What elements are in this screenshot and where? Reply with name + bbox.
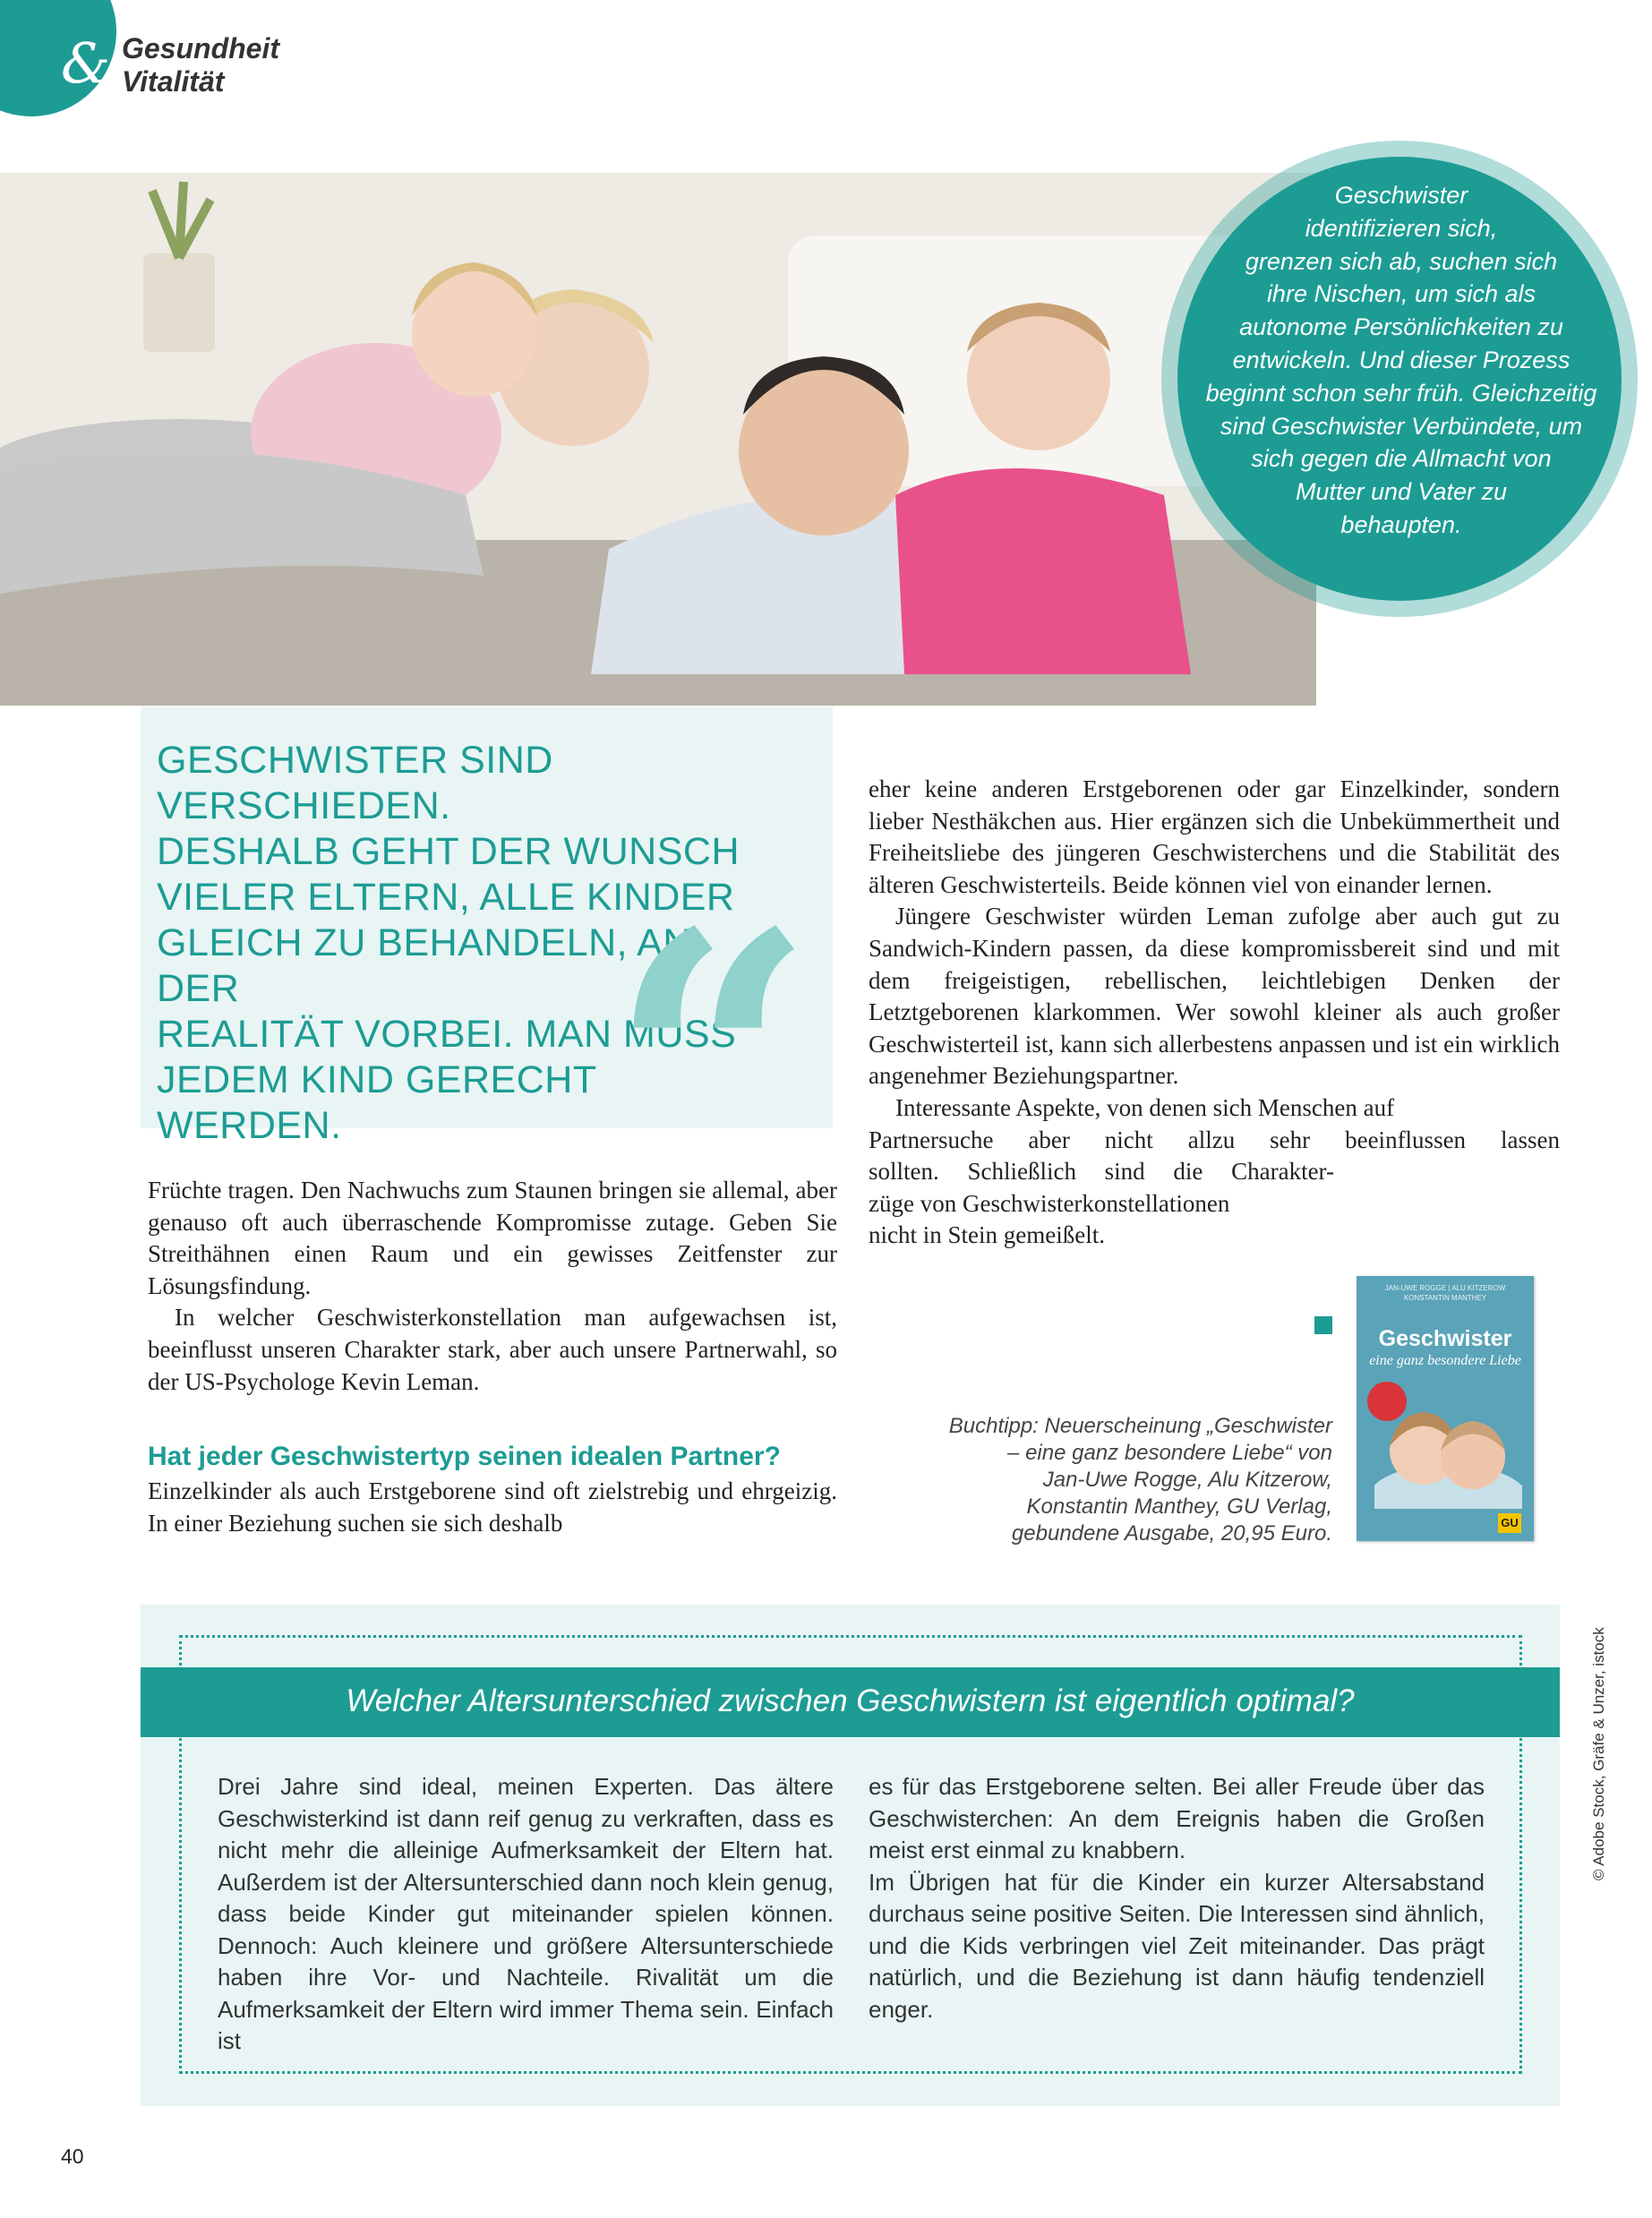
ampersand-logo: & <box>61 30 111 96</box>
quote-line: behaupten. <box>1340 510 1462 538</box>
book-children-illustration <box>1374 1401 1522 1509</box>
family-photo-illustration <box>0 173 1316 706</box>
caption-line: gebundene Ausgabe, 20,95 Euro. <box>1011 1521 1332 1546</box>
paragraph: Im Übrigen hat für die Kinder ein kurzer Altersabstand durchaus seine positive Seiten. Die Interessen sind ähnlich, und die Kids verbringen viel Zeit miteinander. Das prägt natürlich, und die Beziehung ist dann häufig tendenziell enger. <box>869 1868 1485 2023</box>
family-photo <box>0 173 1316 706</box>
quote-line: sich gegen die Allmacht von <box>1251 445 1552 473</box>
paragraph: eher keine anderen Erstgeborenen oder gar Einzelkinder, sondern lieber Nesthäkchen aus. Hier ergänzen sich die Unbekümmertheit und Freiheitsliebe des jüngeren Geschwisterchens und die Stabilität des älteren Geschwisterteils. Beide können viel von einander lernen. <box>869 775 1560 898</box>
page-number: 40 <box>61 2145 84 2168</box>
paragraph: Drei Jahre sind ideal, meinen Experten. Das ältere Geschwisterkind ist dann reif genug zu verkraften, dass es nicht mehr die alleinige Aufmerksamkeit der Eltern hat. Außerdem ist der Altersunterschied dann noch klein genug, dass beide Kinder gut miteinander spielen können. Dennoch: Auch kleinere und größere Altersunterschiede haben ihre Vor- und Nachteile. Rivalität um die Aufmerksamkeit der Eltern wird immer Thema sein. Einfach ist <box>218 1773 834 2054</box>
book-title: Geschwister <box>1378 1326 1512 1351</box>
left-column <box>148 1175 837 1398</box>
caption-line: Jan-Uwe Rogge, Alu Kitzerow, <box>1042 1468 1332 1492</box>
info-box-column-2 <box>869 1771 1485 2025</box>
section-title-line1: Gesundheit <box>122 32 280 64</box>
quote-circle-text <box>1186 179 1616 542</box>
quote-line: sind Geschwister Verbündete, um <box>1220 412 1583 440</box>
right-column <box>869 774 1560 1252</box>
quote-line: grenzen sich ab, suchen sich <box>1245 247 1558 275</box>
quote-line: identifizieren sich, <box>1305 214 1498 242</box>
caption-line: Buchtipp: Neuerscheinung „Geschwister <box>948 1414 1332 1438</box>
paragraph: Einzelkinder als auch Erstgeborene sind oft zielstrebig und ehrgeizig. In einer Beziehung suchen sie sich deshalb <box>148 1477 837 1537</box>
quote-line: autonome Persönlichkeiten zu <box>1239 313 1563 341</box>
caption-line: – eine ganz besondere Liebe“ von <box>1007 1441 1332 1465</box>
pull-quote-line: WERDEN. <box>157 1104 342 1147</box>
quote-line: entwickeln. Und dieser Prozess <box>1232 346 1571 373</box>
book-caption <box>895 1413 1332 1547</box>
quote-line: Geschwister <box>1334 182 1468 209</box>
caption-line: Konstantin Manthey, GU Verlag, <box>1026 1494 1332 1519</box>
pull-quote-line: VIELER ELTERN, ALLE KINDER <box>157 876 735 919</box>
paragraph-line: züge von Geschwisterkonstellationen <box>869 1189 1230 1217</box>
publisher-logo: GU <box>1498 1513 1521 1533</box>
quote-line: beginnt schon sehr früh. Gleichzeitig <box>1205 379 1597 407</box>
quotation-mark-icon: “ <box>609 855 816 1276</box>
end-mark-icon <box>1314 1316 1332 1334</box>
pull-quote-line: GLEICH ZU BEHANDELN, AN DER <box>157 921 691 1010</box>
pull-quote-line: DESHALB GEHT DER WUNSCH <box>157 830 740 873</box>
paragraph: In welcher Geschwisterkonstellation man aufgewachsen ist, beeinflusst unseren Charakter stark, aber auch unsere Partnerwahl, so der US-Psychologe Kevin Leman. <box>148 1304 837 1395</box>
pull-quote-line: GESCHWISTER SIND VERSCHIEDEN. <box>157 739 553 827</box>
quote-line: ihre Nischen, um sich als <box>1266 280 1536 308</box>
photo-credit: © Adobe Stock, Gräfe & Unzer, istock <box>1590 1627 1607 1880</box>
section-title <box>122 32 279 98</box>
info-box-heading: Welcher Altersunterschied zwischen Geschwistern ist eigentlich optimal? <box>346 1683 1355 1718</box>
paragraph: Früchte tragen. Den Nachwuchs zum Staunen bringen sie allemal, aber genauso oft auch überraschende Kompromisse zutage. Geben Sie Streithähnen einen Raum und ein gewisses Zeitfenster zur Lösungsfindung. <box>148 1177 837 1299</box>
quote-line: Mutter und Vater zu <box>1295 478 1508 506</box>
subheading: Hat jeder Geschwistertyp seinen idealen Partner? <box>148 1442 781 1471</box>
paragraph-line: nicht in Stein gemeißelt. <box>869 1221 1105 1249</box>
pull-quote-line: JEDEM KIND GERECHT <box>157 1058 597 1101</box>
left-column-continued <box>148 1476 837 1539</box>
paragraph-line: Partnersuche aber nicht allzu sehr beeinflussen lassen <box>869 1126 1560 1153</box>
pull-quote-line: REALITÄT VORBEI. MAN MUSS <box>157 1013 737 1056</box>
paragraph: es für das Erstgeborene selten. Bei aller Freude über das Geschwisterchen: An dem Ereignis haben die Großen meist erst einmal zu knabbern. <box>869 1773 1485 1863</box>
book-cover <box>1357 1276 1534 1541</box>
paragraph-line: Interessante Aspekte, von denen sich Menschen auf <box>895 1093 1395 1121</box>
book-subtitle: eine ganz besondere Liebe <box>1369 1353 1521 1368</box>
paragraph-line: sollten. Schließlich sind die Charakter- <box>869 1158 1334 1186</box>
info-box-column-1 <box>218 1771 834 2058</box>
paragraph: Jüngere Geschwister würden Leman zufolge aber auch gut zu Sandwich-Kindern passen, da diese kompromissbereit sind und mit dem freigeistigen, rebellischen, leichtlebigen Denken der Letztgeborenen klarkommen. Wer sowohl kleiner als auch großer Geschwisterteil ist, kann sich allerbestens anpassen und ist ein wirklich angenehmer Beziehungspartner. <box>869 903 1560 1090</box>
book-authors: JAN-UWE ROGGE | ALU KITZEROW KONSTANTIN MANTHEY <box>1384 1284 1506 1302</box>
section-title-line2: Vitalität <box>122 65 225 98</box>
